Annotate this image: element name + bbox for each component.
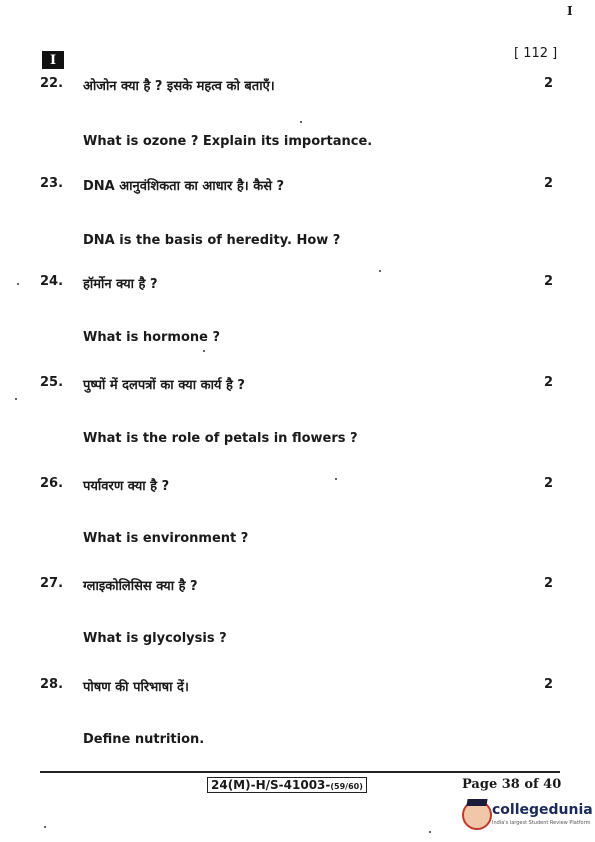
question-english: What is the role of petals in flowers ? (83, 431, 358, 446)
question-hindi: DNA आनुवंशिकता का आधार है। कैसे ? (83, 179, 285, 194)
scan-speck (203, 350, 205, 352)
question-hindi: हॉर्मोन क्या है ? (83, 277, 158, 292)
question-hindi: पुष्पों में दलपत्रों का क्या कार्य है ? (83, 378, 245, 393)
brand-logo-icon (462, 800, 492, 830)
question-number: 24. (40, 274, 64, 289)
brand-watermark (462, 798, 593, 832)
question-marks: 2 (544, 476, 554, 491)
question-english: DNA is the basis of heredity. How ? (83, 233, 341, 248)
question-hindi: पोषण की परिभाषा दें। (83, 680, 189, 695)
page-reference: [ 112 ] (514, 46, 558, 61)
scan-speck (15, 398, 17, 400)
brand-name: collegedunia (492, 802, 593, 818)
paper-code-sub: (59/60) (330, 782, 363, 791)
question-english: What is glycolysis ? (83, 631, 227, 646)
footer-divider (40, 771, 560, 773)
page-number: Page 38 of 40 (462, 777, 562, 792)
paper-code-main: 24(M)-H/S-41003- (211, 778, 331, 792)
question-english: What is hormone ? (83, 330, 221, 345)
question-marks: 2 (544, 176, 554, 191)
question-marks: 2 (544, 375, 554, 390)
question-marks: 2 (544, 76, 554, 91)
scan-speck (335, 478, 337, 480)
section-badge: I (42, 51, 64, 69)
question-marks: 2 (544, 677, 554, 692)
scan-speck (300, 121, 302, 123)
question-english: What is environment ? (83, 531, 249, 546)
scan-speck (429, 831, 431, 833)
top-mark: I (567, 4, 573, 18)
question-number: 22. (40, 76, 64, 91)
question-hindi: पर्यावरण क्या है ? (83, 479, 170, 494)
scan-speck (44, 826, 46, 828)
question-english: What is ozone ? Explain its importance. (83, 134, 373, 149)
question-hindi: ग्लाइकोलिसिस क्या है ? (83, 579, 198, 594)
question-number: 28. (40, 677, 64, 692)
question-number: 23. (40, 176, 64, 191)
question-number: 26. (40, 476, 64, 491)
question-number: 25. (40, 375, 64, 390)
paper-code (207, 777, 367, 793)
question-number: 27. (40, 576, 64, 591)
question-english: Define nutrition. (83, 732, 205, 747)
question-marks: 2 (544, 274, 554, 289)
question-marks: 2 (544, 576, 554, 591)
question-hindi: ओजोन क्या है ? इसके महत्व को बताएँ। (83, 79, 275, 94)
scan-speck (379, 270, 381, 272)
brand-tagline: India's largest Student Review Platform (492, 820, 591, 826)
scan-speck (17, 283, 19, 285)
